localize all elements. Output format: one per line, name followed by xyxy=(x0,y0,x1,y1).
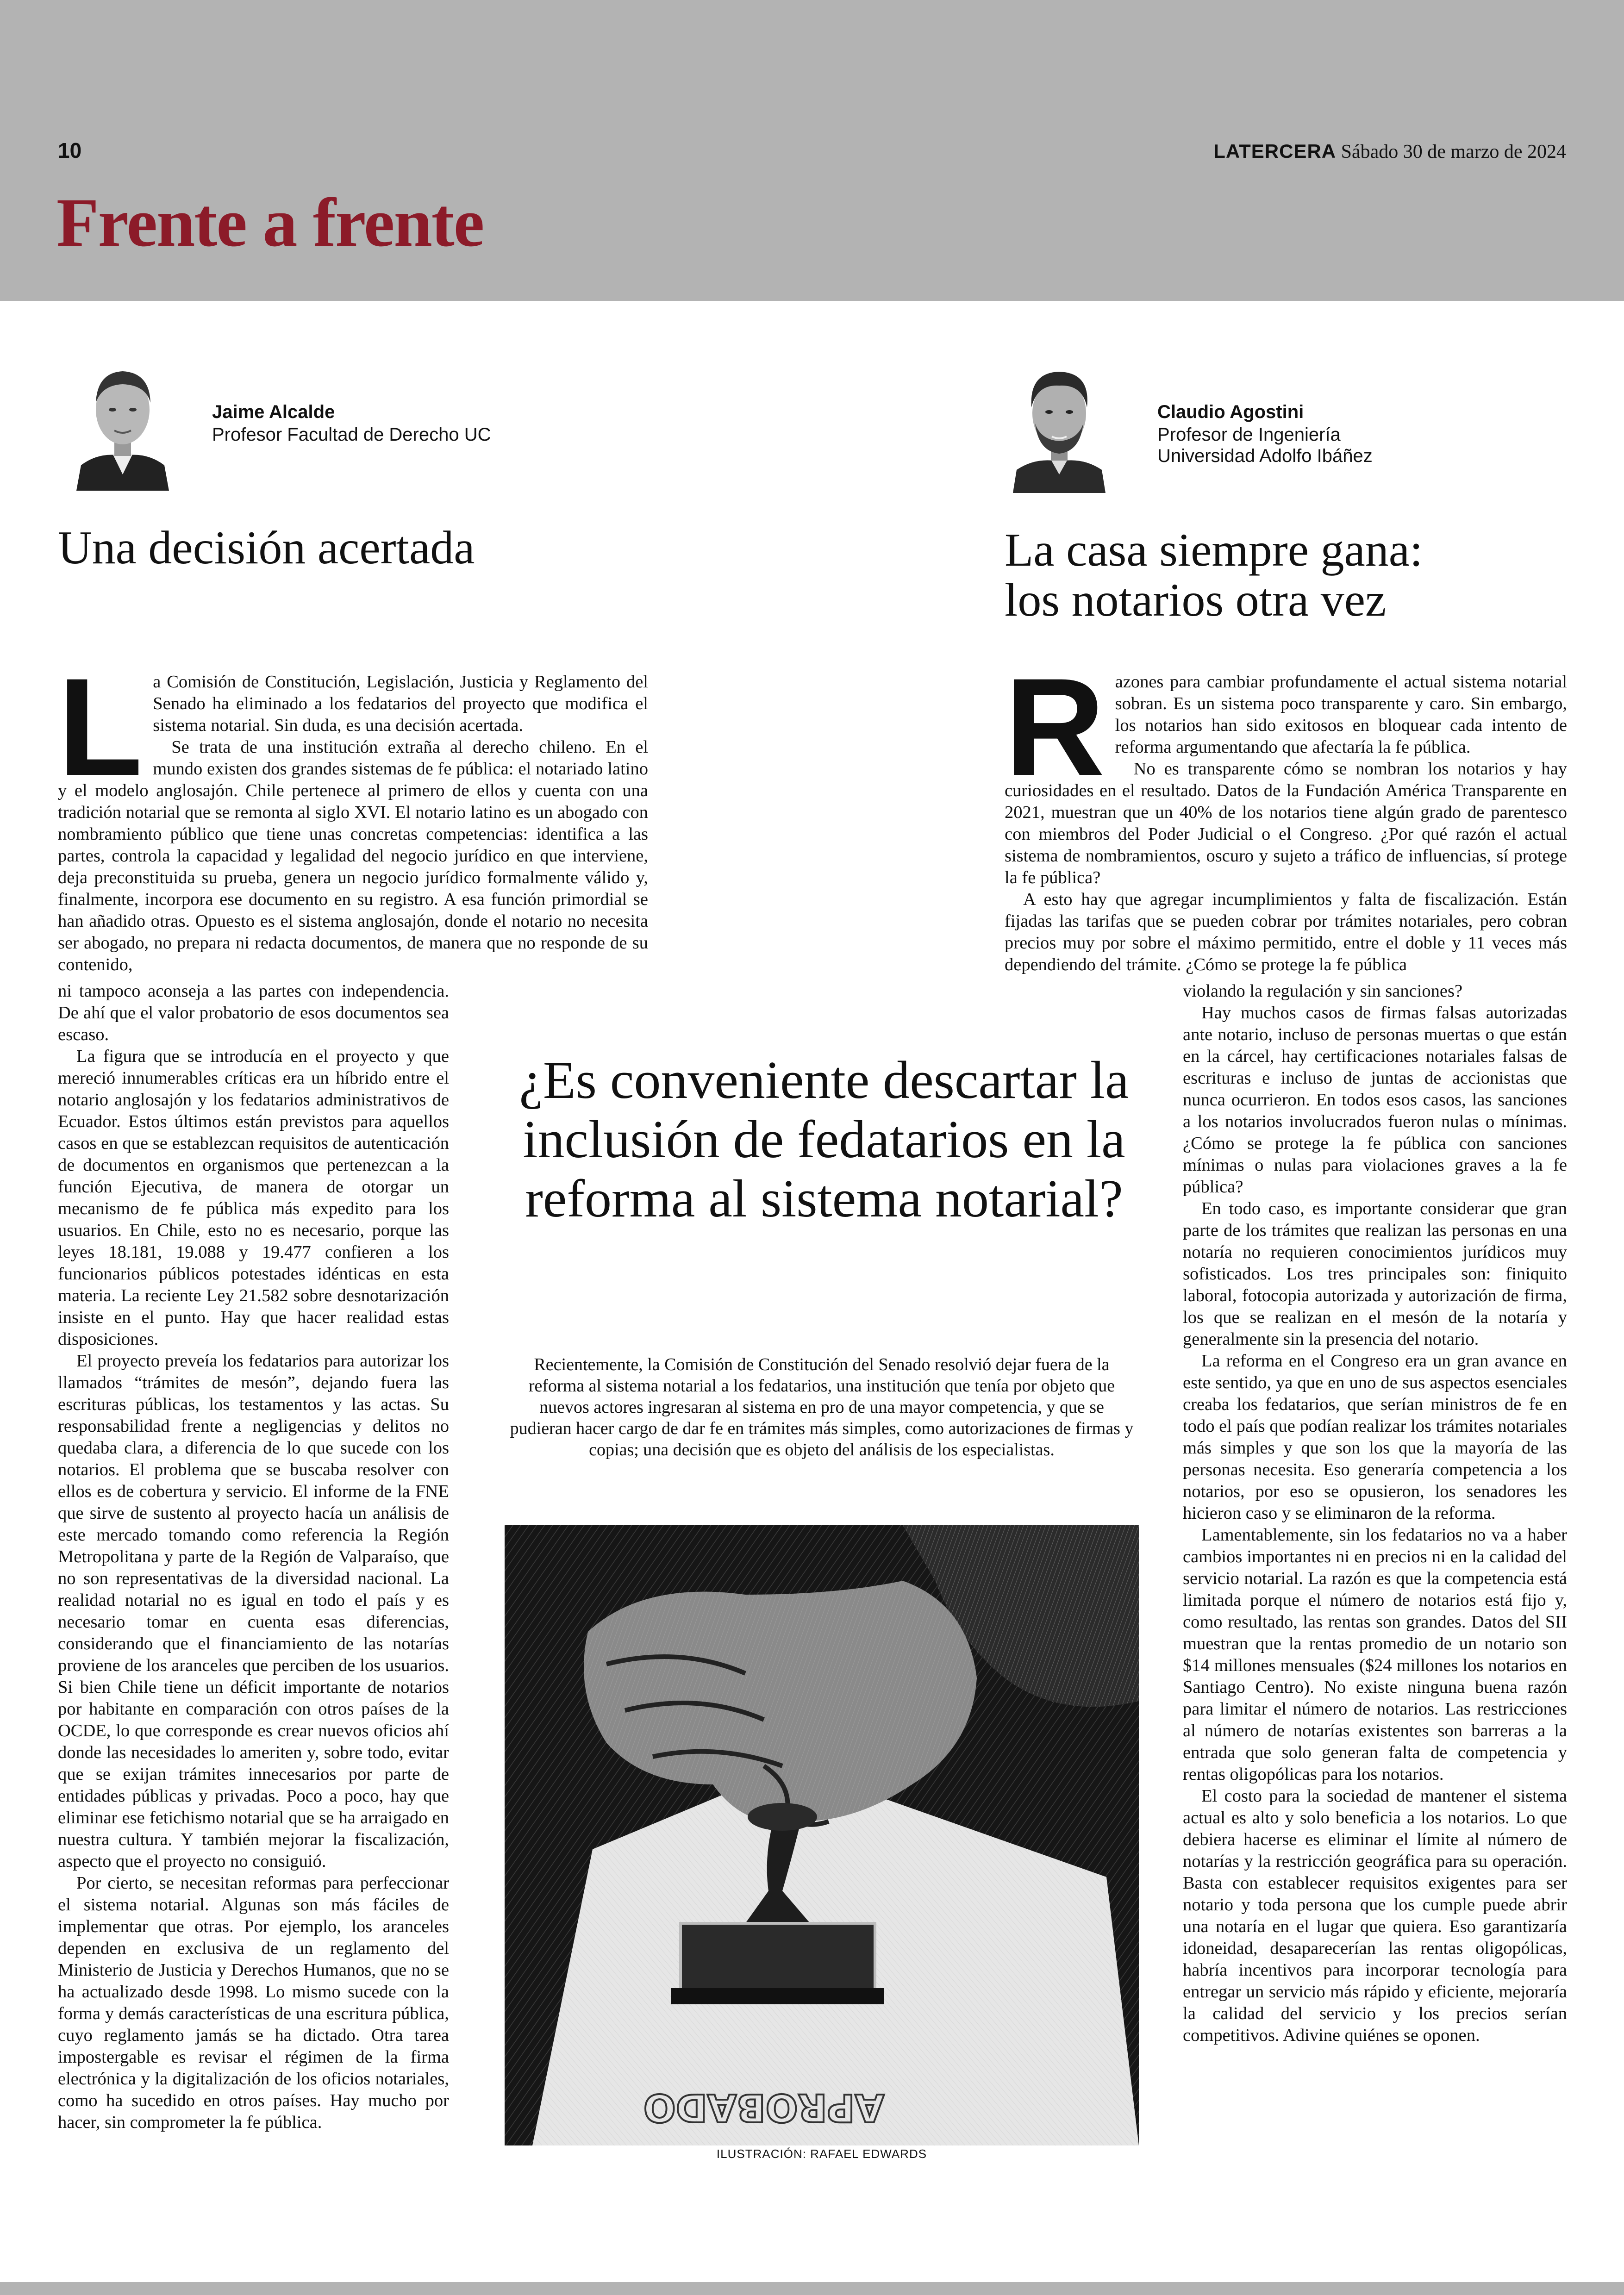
left-article-body-top xyxy=(58,649,648,976)
illustration-hand-stamp xyxy=(505,1525,1139,2145)
dateline xyxy=(1213,140,1566,163)
page-header xyxy=(0,0,1624,301)
article-headline-right-line2: los notarios otra vez xyxy=(1005,574,1387,626)
article-headline-left: Una decisión acertada xyxy=(58,522,475,574)
paragraph: azones para cambiar profundamente el actual sistema notarial sobran. Es un sistema poco transparente y caro. Sin embargo, los notarios han sido exitosos en bloquear cada intento de reforma argumentando que afectaría la fe pública. xyxy=(1115,672,1567,757)
left-article-body-column xyxy=(58,980,449,2133)
author-role: Profesor Facultad de Derecho UC xyxy=(212,424,491,445)
right-article-body-top xyxy=(1005,649,1567,976)
author-role: Profesor de Ingeniería xyxy=(1157,424,1341,445)
stamp-text: APROBADO xyxy=(643,2085,885,2129)
paragraph: El proyecto preveía los fedatarios para autorizar los llamados “trámites de mesón”, dejando fuera las escrituras públicas, los testamentos y las actas. Su responsabilidad frente a negligencias y delitos no quedaba clara, a diferencia de lo que sucede con los notarios. El problema que se buscaba resolver con ellos es de cobertura y servicio. El informe de la FNE que sirve de sustento al proyecto hacía un análisis de este mercado tomando como referencia la Región Metropolitana y parte de la Región de Valparaíso, que no son representativas de la diversidad nacional. La realidad notarial no es igual en todo el país y es necesario tomar en cuenta esas diferencias, considerando que el financiamiento de las notarías proviene de los aranceles que perciben de los usuarios. Si bien Chile tiene un déficit importante de notarios por habitante en comparación con otros países de la OCDE, lo que corresponde es crear nuevos oficios ahí donde las necesidades lo ameriten y, sobre todo, evitar que se exijan trámites innecesarios por parte de entidades públicas y privadas. Poco a poco, hay que eliminar ese fetichismo notarial que se ha arraigado en nuestra cultura. Y también mejorar la fiscalización, aspecto que el proyecto no consiguió. xyxy=(58,1351,449,1871)
author-name: Claudio Agostini xyxy=(1157,402,1304,422)
publication-date: Sábado 30 de marzo de 2024 xyxy=(1341,141,1566,162)
page-number: 10 xyxy=(58,138,82,162)
paragraph: En todo caso, es importante considerar que gran parte de los trámites que realizan las personas en una notaría no requieren conocimientos jurídicos muy sofisticados. Los tres principales son: finiquito laboral, fotocopia autorizada y autorización de firma, los que se realizan en el mesón de la notaría y generalmente sin la presencia del notario. xyxy=(1183,1199,1567,1349)
debate-intro: Recientemente, la Comisión de Constitución del Senado resolvió dejar fuera de la reforma al sistema notarial a los fedatarios, una institución que tenía por objeto que nuevos actores ingresaran al sistema en pro de una mayor competencia, y que se pudieran hacer cargo de dar fe en trámites más simples, como autorizaciones de firmas y copias; una decisión que es objeto del análisis de los especialistas. xyxy=(510,1355,1134,1459)
article-headline-right-line1: La casa siempre gana: xyxy=(1005,524,1423,576)
dropcap-right: R xyxy=(1005,649,1105,804)
paragraph: El costo para la sociedad de mantener el sistema actual es alto y solo beneficia a los notarios. Lo que debiera hacerse es eliminar el límite al número de notarías y la restricción geográfica para su operación. Basta con establecer requisitos exigentes para ser notario y toda persona que los cumple puede abrir una notaría en el lugar que quiera. Eso garantizaría idoneidad, desaparecerían las rentas oligopólicas, habría incentivos para incorporar tecnología para entregar un servicio más rápido y eficiente, mejoraría la calidad del servicio y los precios serían competitivos. Adivine quiénes se oponen. xyxy=(1183,1786,1567,2045)
author-affiliation: Universidad Adolfo Ibáñez xyxy=(1157,446,1373,466)
paragraph: A esto hay que agregar incumplimientos y falta de fiscalización. Están fijadas las tarifas que se pueden cobrar por trámites notariales, pero cobran precios muy por sobre el máximo permitido, entre el doble y 11 veces más dependiendo del trámite. ¿Cómo se protege la fe pública xyxy=(1005,890,1567,974)
debate-question: ¿Es conveniente descartar la inclusión de fedatarios en la reforma al sistema notarial? xyxy=(519,1051,1129,1229)
author-name: Jaime Alcalde xyxy=(212,402,335,422)
paragraph: a Comisión de Constitución, Legislación, Justicia y Reglamento del Senado ha eliminado a los fedatarios del proyecto que modifica el sistema notarial. Sin duda, es una decisión acertada. xyxy=(153,672,648,735)
paragraph: La figura que se introducía en el proyecto y que mereció innumerables críticas era un híbrido entre el notario anglosajón y los fedatarios administrativos de Ecuador. Estos últimos están previstos para aquellos casos en que se establezcan requisitos de autenticación de documentos en organismos que pertenezcan a la función Ejecutiva, de manera de otorgar un mecanismo de fe pública más expedito para los usuarios. En Chile, esto no es necesario, porque las leyes 18.181, 19.088 y 19.477 confieren a los funcionarios públicos potestades idénticas en esta materia. La reciente Ley 21.582 sobre desnotarización insiste en el punto. Hay que hacer realidad estas disposiciones. xyxy=(58,1047,449,1349)
right-article-body-column xyxy=(1183,980,1567,2046)
illustration-credit: ILUSTRACIÓN: RAFAEL EDWARDS xyxy=(716,2147,927,2161)
author-photo-jaime-alcalde xyxy=(76,356,169,491)
brand-name: LATERCERA xyxy=(1213,140,1337,162)
dropcap-left: L xyxy=(58,649,143,804)
paragraph: ni tampoco aconseja a las partes con independencia. De ahí que el valor probatorio de esos documentos sea escaso. xyxy=(58,981,449,1044)
paragraph: No es transparente cómo se nombran los notarios y hay curiosidades en el resultado. Datos de la Fundación América Transparente en 2021, muestran que un 40% de los notarios tiene algún grado de parentesco con miembros del Poder Judicial o el Congreso. ¿Por qué razón el actual sistema de nombramientos, oscuro y sujeto a tráfico de influencias, sí protege la fe pública? xyxy=(1005,759,1567,887)
section-title: Frente a frente xyxy=(56,184,484,261)
paragraph: Por cierto, se necesitan reformas para perfeccionar el sistema notarial. Algunas son más fáciles de implementar que otras. Por ejemplo, los aranceles dependen en exclusiva de un reglamento del Ministerio de Justicia y Derechos Humanos, que no se ha actualizado desde 1998. Lo mismo sucede con la forma y demás características de una escritura pública, cuyo reglamento jamás se ha dictado. Otra tarea impostergable es revisar el régimen de la firma electrónica y la digitalización de los oficios notariales, como ha sucedido en otros países. Hay mucho por hacer, sin comprometer la fe pública. xyxy=(58,1873,449,2132)
paragraph: La reforma en el Congreso era un gran avance en este sentido, ya que en uno de sus aspectos esenciales creaba los fedatarios, que serían ministros de fe en todo el país que podían realizar los trámites notariales más simples y que son los que la mayoría de las personas necesita. Eso generaría competencia a los notarios, por eso se opusieron, los senadores les hicieron caso y se eliminaron de la reforma. xyxy=(1183,1351,1567,1523)
author-photo-claudio-agostini xyxy=(1013,359,1106,493)
paragraph: violando la regulación y sin sanciones? xyxy=(1183,981,1463,1001)
page-bottom-bar xyxy=(0,2282,1624,2295)
paragraph: Hay muchos casos de firmas falsas autorizadas ante notario, incluso de personas muertas o que están en la cárcel, hay certificaciones notariales falsas de escrituras e incluso de juntas de accionistas que nunca ocurrieron. En todos esos casos, las sanciones a los notarios involucrados fueron nulas o mínimas. ¿Cómo se protege la fe pública con sanciones mínimas o nulas para violaciones graves a la fe pública? xyxy=(1183,1003,1567,1197)
paragraph: Se trata de una institución extraña al derecho chileno. En el mundo existen dos grandes sistemas de fe pública: el notariado latino y el modelo anglosajón. Chile pertenece al primero de ellos y cuenta con una tradición notarial que se remonta al siglo XVI. El notario latino es un abogado con nombramiento público que tiene unas concretas competencias: identifica a las partes, controla la capacidad y legalidad del negocio jurídico en que interviene, deja preconstituida su prueba, genera un negocio jurídico formalmente válido y, finalmente, incorpora ese documento en su registro. A esa función primordial se han añadido otras. Opuesto es el sistema anglosajón, donde el notario no necesita ser abogado, no prepara ni redacta documentos, de manera que no responde de su contenido, xyxy=(58,737,648,974)
paragraph: Lamentablemente, sin los fedatarios no va a haber cambios importantes ni en precios ni en la calidad del servicio notarial. La razón es que la competencia está limitada porque el número de notarios está fijo y, como resultado, las rentas son grandes. Datos del SII muestran que la rentas promedio de un notario son $14 millones mensuales ($24 millones los notarios en Santiago Centro). No existe ninguna buena razón para limitar el número de notarios. Las restricciones al número de notarías existentes son barreras a la entrada que solo generan falta de competencia y rentas oligopólicas para los notarios. xyxy=(1183,1525,1567,1784)
